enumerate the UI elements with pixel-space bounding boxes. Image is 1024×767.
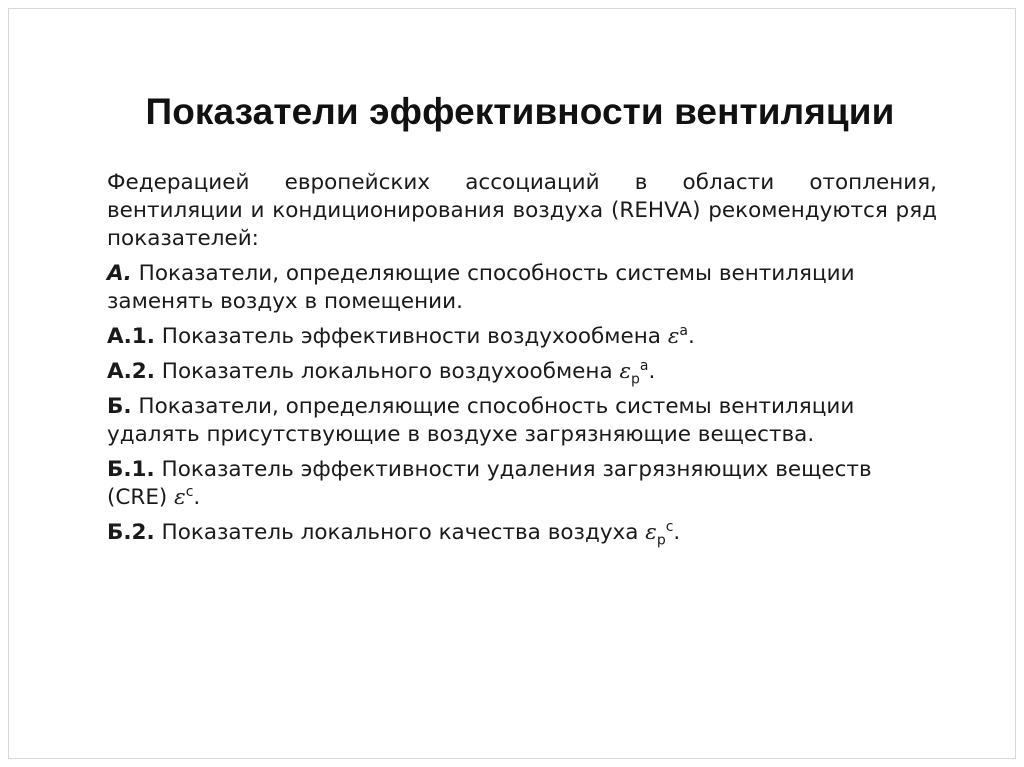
b2-superscript: c	[665, 518, 674, 535]
b1-item	[107, 456, 937, 512]
a1-label: А.1.	[107, 324, 155, 349]
group-b-item	[107, 393, 937, 449]
a1-period: .	[687, 324, 695, 349]
a1-item	[107, 323, 937, 351]
b2-epsilon-symbol: ε	[645, 520, 657, 545]
a2-period: .	[648, 359, 656, 384]
b2-period: .	[673, 520, 681, 545]
a2-superscript: a	[639, 357, 649, 374]
slide-body	[107, 169, 937, 554]
b1-epsilon-symbol: ε	[174, 485, 186, 510]
slide	[8, 8, 1016, 759]
b1-period: .	[193, 485, 201, 510]
a2-item	[107, 358, 937, 386]
group-a-item	[107, 260, 937, 316]
a2-label: А.2.	[107, 359, 155, 384]
group-b-text: Показатели, определяющие способность системы вентиляции удалять присутствующие в воздухе загрязняющие вещества.	[107, 394, 855, 447]
slide-title: Показатели эффективности вентиляции	[145, 91, 895, 132]
a1-epsilon-symbol: ε	[667, 324, 680, 349]
b1-text: Показатель эффективности удаления загрязняющих веществ (CRE)	[107, 457, 872, 510]
group-a-label: А.	[107, 261, 132, 286]
b2-subscript: p	[656, 532, 666, 549]
b2-text: Показатель локального качества воздуха	[154, 520, 646, 545]
a2-epsilon-symbol: ε	[619, 359, 632, 384]
b2-item	[107, 519, 937, 547]
group-b-label: Б.	[107, 394, 132, 419]
b1-superscript: c	[185, 483, 194, 500]
intro-paragraph: Федерацией европейских ассоциаций в области отопления, вентиляции и кондиционирования воздуха (REHVA) рекомендуются ряд показателей:	[107, 170, 937, 251]
a2-subscript: p	[631, 371, 640, 388]
b2-label: Б.2.	[107, 520, 155, 545]
b1-label: Б.1.	[107, 457, 155, 482]
a1-text: Показатель эффективности воздухообмена	[154, 324, 668, 349]
a2-text: Показатель локального воздухообмена	[154, 359, 620, 384]
group-a-text: Показатели, определяющие способность системы вентиляции заменять воздух в помещении.	[107, 261, 855, 314]
a1-superscript: a	[679, 322, 688, 339]
